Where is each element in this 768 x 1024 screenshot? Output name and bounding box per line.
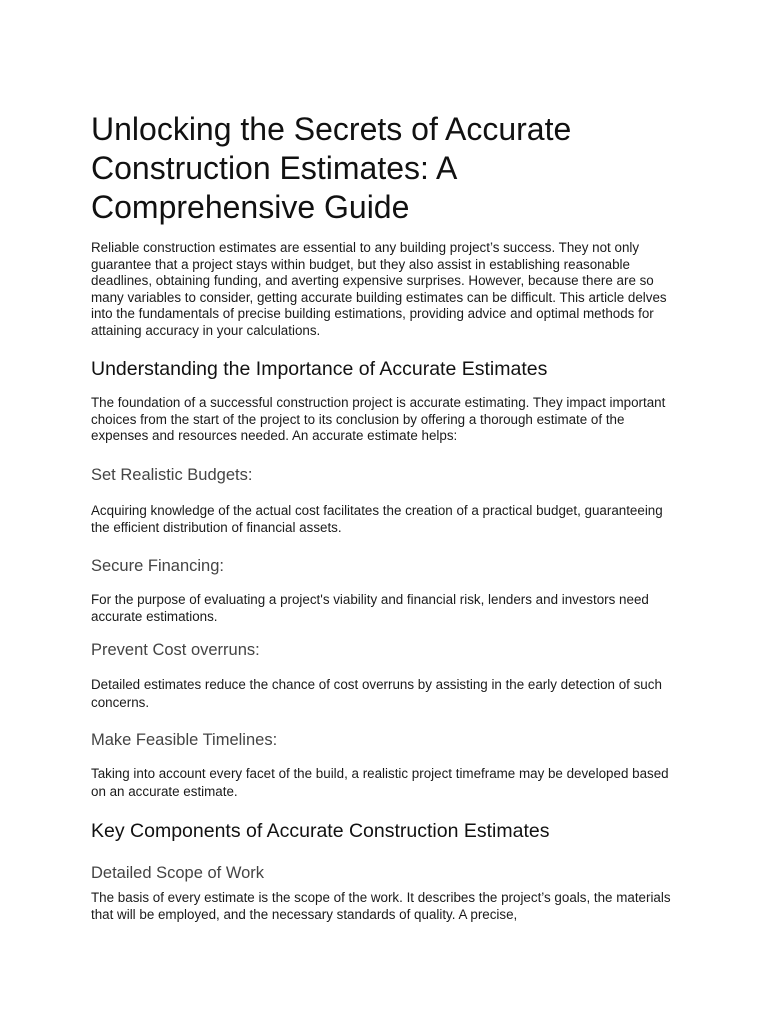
intro-paragraph: Reliable construction estimates are essential to any building project’s success. They not only guarantee that a project stays within budget, but they also assist in establishing reasonable deadlines, obtaining funding, and averting expensive surprises. However, because there are so many variables to consider, getting accurate building estimates can be difficult. This article delves into the fundamentals of precise building estimations, providing advice and optimal methods for attaining accuracy in your calculations.	[91, 240, 667, 338]
paragraph-secure-financing: For the purpose of evaluating a project's viability and financial risk, lenders and investors need accurate estimations.	[91, 592, 649, 624]
paragraph-detailed-scope-of-work: The basis of every estimate is the scope of the work. It describes the project’s goals, the materials that will be employed, and the necessary standards of quality. A precise,	[91, 890, 671, 922]
subheading-detailed-scope-of-work: Detailed Scope of Work	[91, 864, 265, 882]
section-heading-key-components: Key Components of Accurate Construction Estimates	[91, 820, 550, 842]
paragraph-set-realistic-budgets: Acquiring knowledge of the actual cost facilitates the creation of a practical budget, guaranteeing the efficient distribution of financial assets.	[91, 503, 663, 535]
subheading-set-realistic-budgets: Set Realistic Budgets:	[91, 466, 253, 484]
subheading-make-feasible-timelines: Make Feasible Timelines:	[91, 731, 278, 749]
paragraph-prevent-cost-overruns: Detailed estimates reduce the chance of cost overruns by assisting in the early detection of such concerns.	[91, 677, 662, 710]
section-heading-importance: Understanding the Importance of Accurate Estimates	[91, 358, 548, 380]
importance-paragraph: The foundation of a successful construction project is accurate estimating. They impact important choices from the start of the project to its conclusion by offering a thorough estimate of the expenses and resources needed. An accurate estimate helps:	[91, 395, 666, 443]
paragraph-make-feasible-timelines: Taking into account every facet of the build, a realistic project timeframe may be developed based on an accurate estimate.	[91, 766, 669, 799]
document-title: Unlocking the Secrets of Accurate Construction Estimates: A Comprehensive Guide	[91, 111, 572, 225]
subheading-prevent-cost-overruns: Prevent Cost overruns:	[91, 641, 260, 659]
subheading-secure-financing: Secure Financing:	[91, 557, 224, 575]
